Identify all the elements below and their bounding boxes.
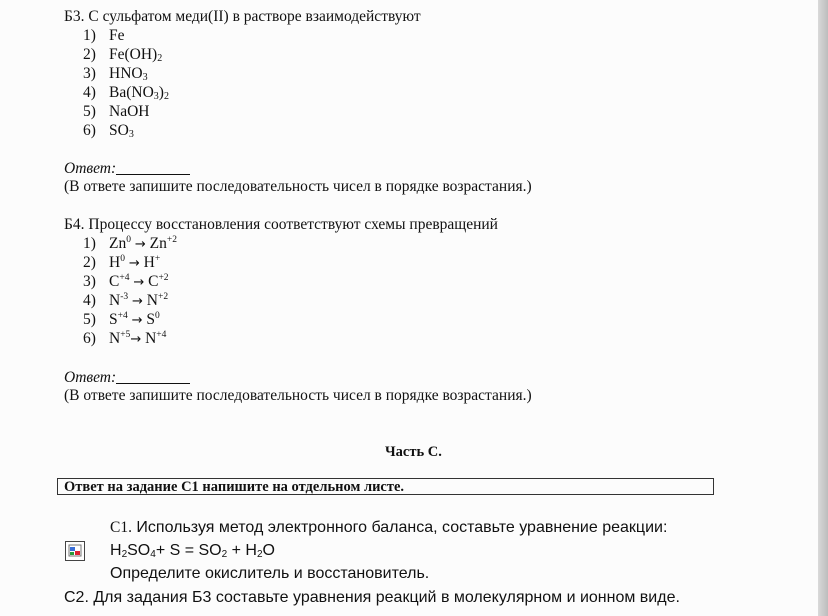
formula-fragment: + [154, 254, 161, 264]
b3-answer-label: Ответ: [64, 160, 117, 177]
formula-fragment: 3 [142, 72, 148, 83]
b4-instruction: (В ответе запишите последовательность чисел в порядке возрастания.) [64, 387, 532, 404]
part-c-boxed-note: Ответ на задание С1 напишите на отдельном листе. [57, 478, 714, 495]
formula-fragment: 3 [128, 129, 134, 140]
option-number: 3) [83, 273, 96, 290]
formula-fragment: Zn [145, 235, 167, 252]
b4-option-1 [83, 235, 177, 254]
formula-fragment: 3 [153, 91, 159, 102]
formula-fragment: +4 [156, 330, 167, 340]
formula-fragment: 4 [150, 549, 156, 560]
formula-fragment: O [262, 542, 275, 559]
formula-fragment: 0 [155, 311, 160, 321]
b3-option-4 [83, 84, 169, 102]
formula-fragment: S [142, 311, 156, 328]
arrow-icon: → [132, 294, 143, 309]
formula-fragment: +2 [158, 273, 169, 283]
option-number: 3) [83, 65, 96, 82]
arrow-icon: → [131, 313, 143, 328]
formula-fragment: NaOH [109, 103, 150, 120]
formula-fragment: C [144, 273, 159, 290]
b3-answer-blank[interactable] [116, 160, 190, 175]
b3-option-2 [83, 46, 162, 64]
option-formula [109, 103, 149, 120]
formula-fragment: +2 [157, 292, 169, 302]
formula-fragment: SO [109, 122, 129, 139]
formula-fragment: SO [127, 542, 151, 559]
formula-fragment: +4 [119, 273, 130, 283]
embedded-image-placeholder-icon [65, 541, 85, 561]
arrow-icon: → [134, 237, 146, 252]
formula-fragment: N [142, 292, 158, 309]
b3-option-6 [83, 122, 134, 140]
formula-fragment: Ba(NO [109, 84, 154, 101]
arrow-icon: → [133, 275, 145, 290]
b4-answer-label: Ответ: [64, 369, 117, 386]
c2-task: С2. Для задания Б3 составьте уравнения реакций в молекулярном и ионном виде. [64, 589, 680, 606]
c1-label: С1. [110, 519, 132, 536]
b4-option-3 [83, 273, 169, 292]
option-number: 5) [83, 103, 96, 120]
option-formula [109, 273, 169, 290]
b3-option-1 [83, 27, 125, 45]
formula-fragment: 2 [157, 53, 163, 64]
c1-line1 [110, 519, 667, 537]
option-formula [109, 330, 166, 347]
formula-fragment: 0 [126, 235, 131, 245]
formula-fragment: ) [158, 84, 164, 101]
formula-fragment: + S = SO [155, 542, 222, 559]
option-formula [109, 254, 160, 271]
option-formula [109, 235, 177, 252]
b4-question-title: Б4. Процессу восстановления соответствуют схемы превращений [64, 216, 498, 233]
b4-answer-blank[interactable] [116, 369, 190, 384]
option-formula [109, 46, 162, 63]
b4-option-2 [83, 254, 160, 273]
part-c-heading: Часть С. [385, 444, 442, 460]
formula-fragment: +4 [117, 311, 128, 321]
formula-fragment: H [110, 542, 122, 559]
formula-fragment: Fe(OH) [109, 46, 158, 63]
b3-question-title: Б3. С сульфатом меди(II) в растворе взаимодействуют [64, 8, 421, 25]
formula-fragment: Fe [109, 27, 125, 44]
formula-fragment: N [109, 292, 121, 309]
b4-option-4 [83, 292, 168, 311]
option-number: 2) [83, 254, 96, 271]
formula-fragment: +5 [120, 330, 131, 340]
formula-fragment: 0 [120, 254, 125, 264]
option-number: 1) [83, 27, 96, 44]
b4-option-6 [83, 330, 166, 349]
arrow-icon: → [128, 256, 140, 271]
option-formula [109, 292, 168, 309]
option-number: 4) [83, 84, 96, 101]
formula-fragment: S [109, 311, 118, 328]
formula-fragment: H [109, 254, 121, 271]
page-edge-shadow [818, 0, 828, 616]
formula-fragment: -3 [120, 292, 129, 302]
formula-fragment: 2 [256, 549, 263, 560]
b4-option-5 [83, 311, 160, 330]
formula-fragment: 2 [163, 91, 169, 102]
formula-fragment: 2 [221, 549, 228, 560]
option-number: 1) [83, 235, 96, 252]
c1-line3: Определите окислитель и восстановитель. [110, 565, 430, 582]
arrow-icon: → [130, 332, 142, 347]
option-number: 2) [83, 46, 96, 63]
b4-answer-line [64, 369, 190, 387]
option-number: 5) [83, 311, 96, 328]
option-formula [109, 27, 125, 44]
formula-fragment: C [109, 273, 120, 290]
formula-fragment: H [139, 254, 155, 271]
b3-option-5 [83, 103, 149, 121]
option-formula [109, 122, 134, 139]
b3-option-3 [83, 65, 148, 83]
formula-fragment: N [109, 330, 121, 347]
option-number: 4) [83, 292, 96, 309]
option-number: 6) [83, 330, 96, 347]
option-formula [109, 65, 148, 82]
b3-answer-line [64, 160, 190, 178]
option-formula [109, 311, 160, 328]
option-formula [109, 84, 169, 101]
c1-instruction: Используя метод электронного баланса, составьте уравнение реакции: [131, 519, 668, 536]
c1-equation [110, 542, 275, 560]
formula-fragment: + H [227, 542, 257, 559]
option-number: 6) [83, 122, 96, 139]
formula-fragment: 2 [121, 549, 128, 560]
formula-fragment: HNO [109, 65, 143, 82]
b3-instruction: (В ответе запишите последовательность чисел в порядке возрастания.) [64, 178, 532, 195]
formula-fragment: +2 [166, 235, 177, 245]
formula-fragment: N [141, 330, 157, 347]
formula-fragment: Zn [109, 235, 127, 252]
